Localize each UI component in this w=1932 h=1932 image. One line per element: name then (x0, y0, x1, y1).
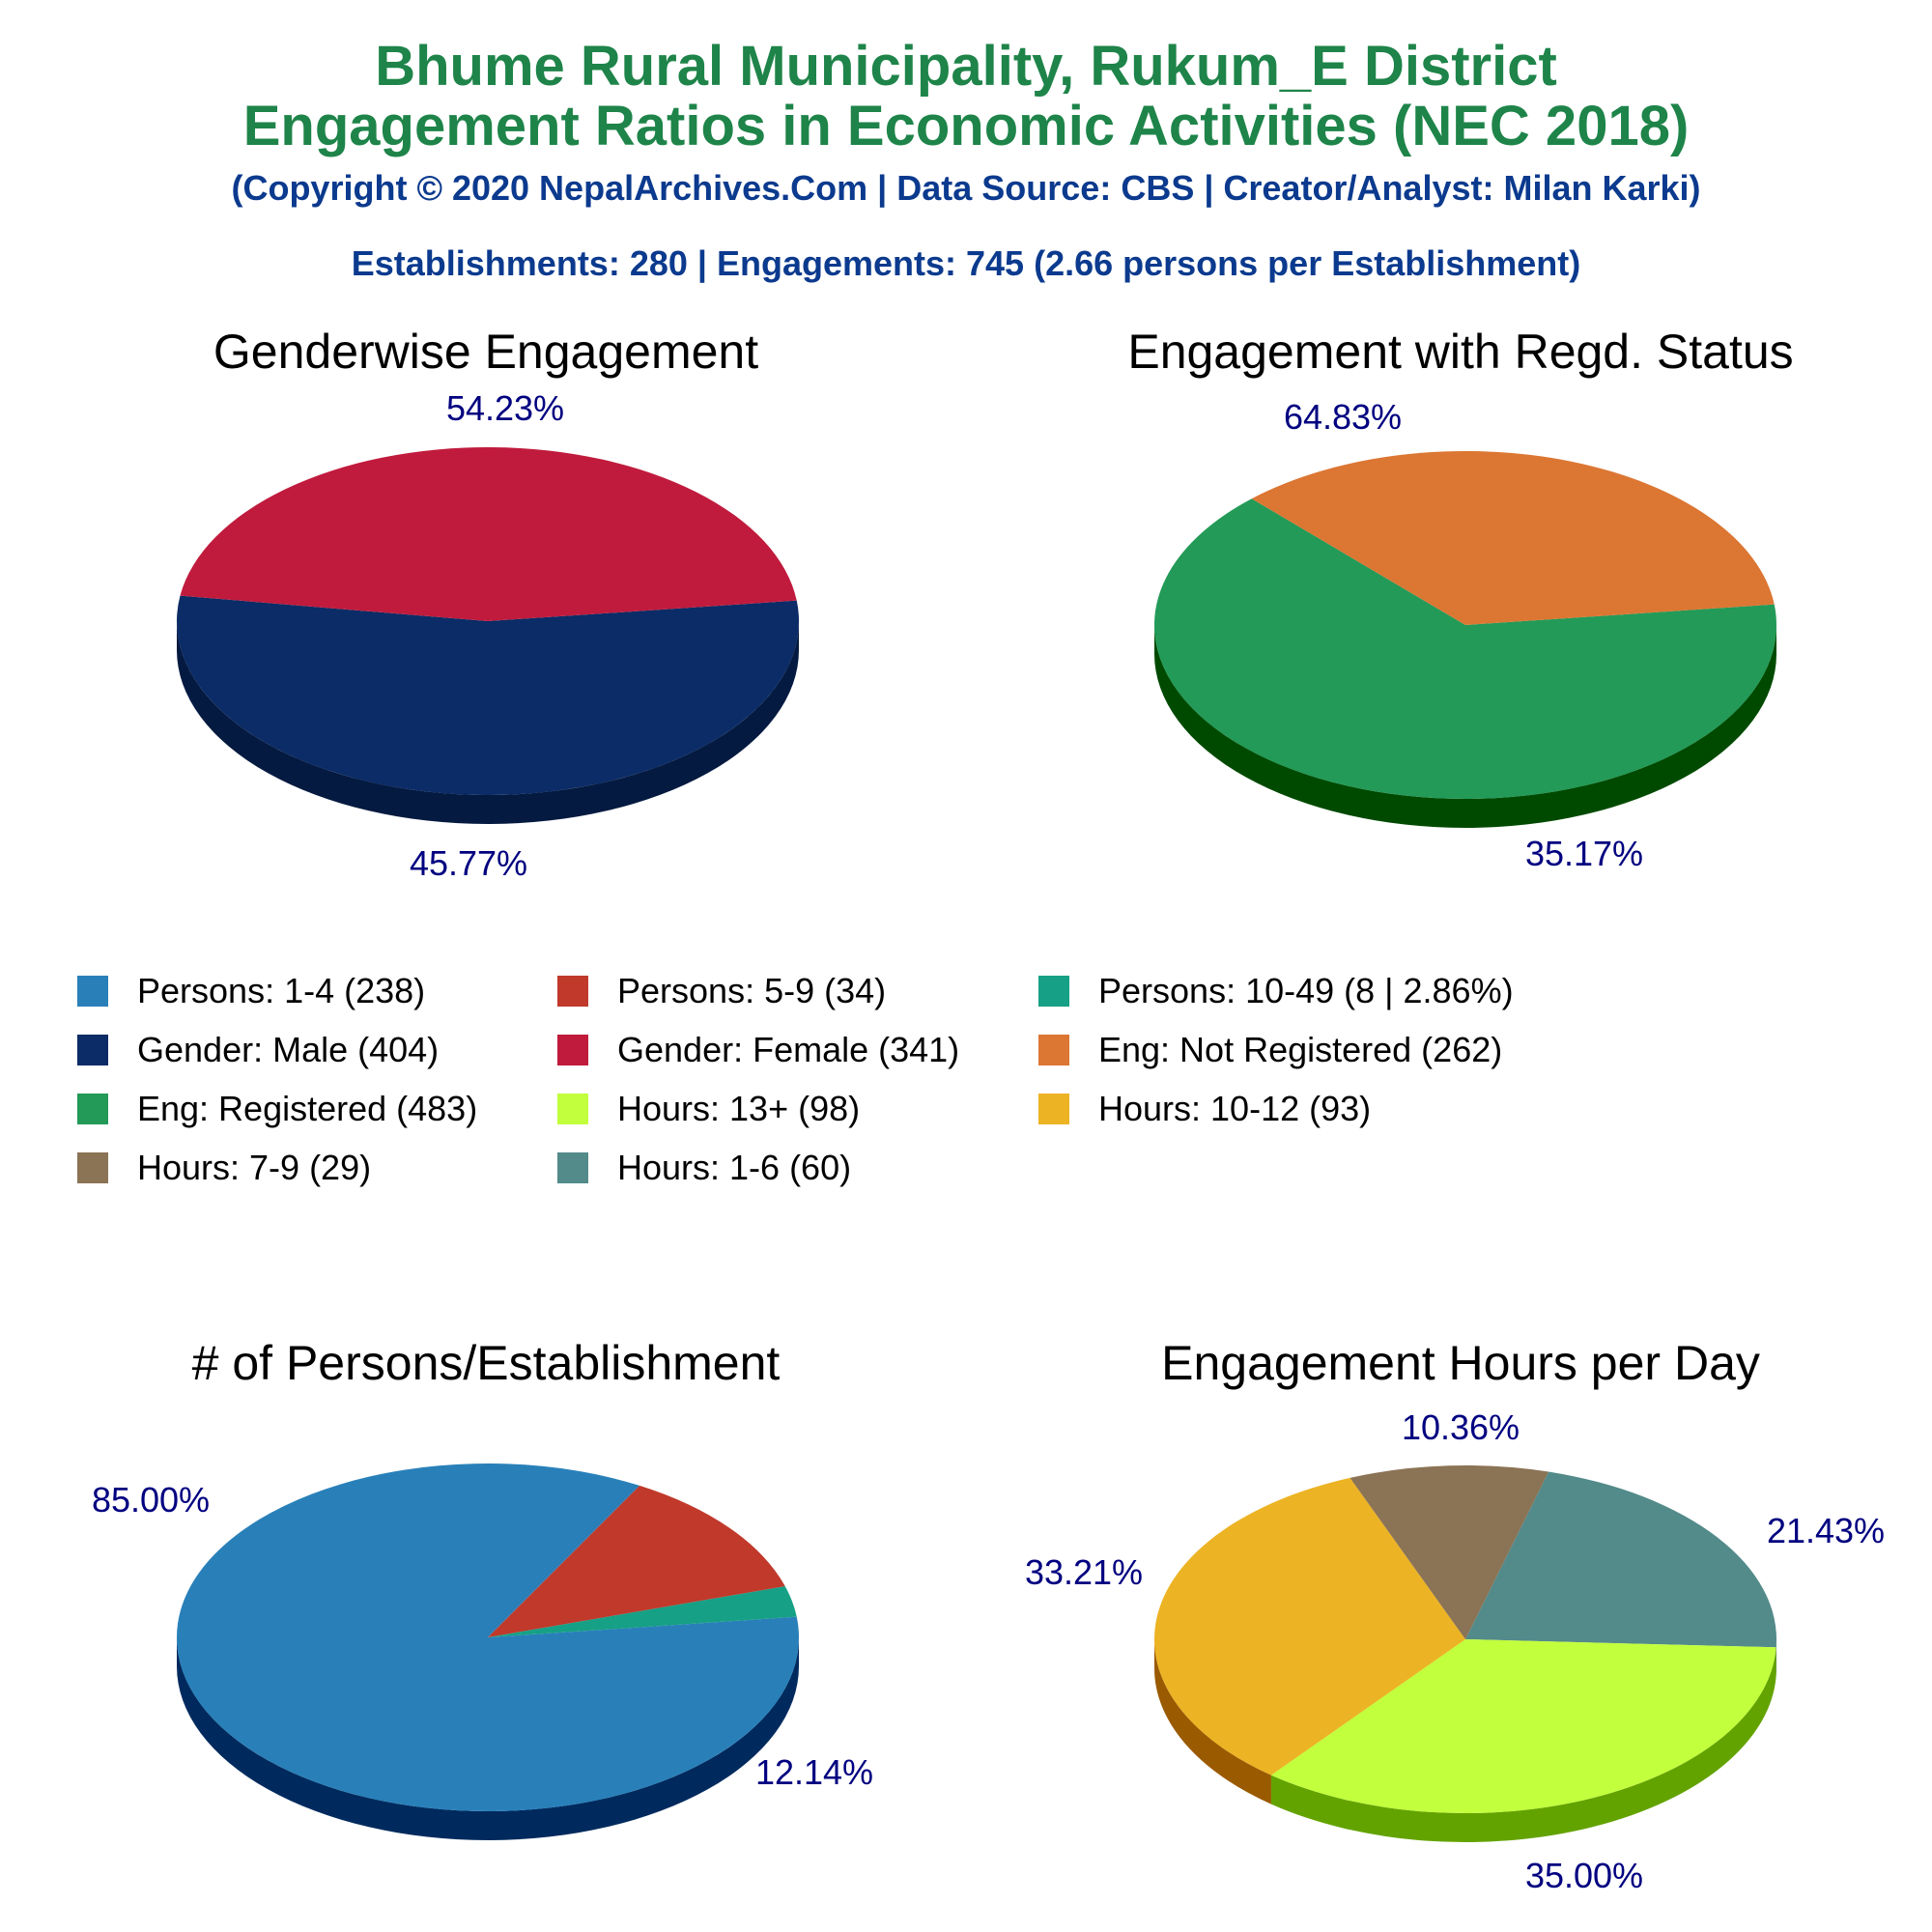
legend-label: Persons: 1-4 (238) (137, 971, 426, 1010)
pie-slice (180, 447, 796, 621)
copyright-line: (Copyright © 2020 NepalArchives.Com | Data Source: CBS | Creator/Analyst: Milan Karki) (231, 168, 1701, 208)
legend-label: Eng: Registered (483) (137, 1089, 478, 1128)
legend-label: Hours: 13+ (98) (617, 1089, 861, 1128)
slice-percent-label: 45.77% (409, 843, 528, 883)
legend-label: Persons: 10-49 (8 | 2.86%) (1098, 971, 1514, 1010)
legend-label: Gender: Male (404) (137, 1030, 440, 1069)
slice-percent-label: 54.23% (445, 388, 565, 428)
pie-chart-2 (1127, 325, 1793, 873)
slice-percent-label: 10.36% (1401, 1407, 1520, 1447)
pie-chart-3 (92, 1336, 873, 1840)
legend-label: Hours: 7-9 (29) (137, 1148, 372, 1187)
chart-title: # of Persons/Establishment (191, 1336, 781, 1390)
legend-label: Hours: 1-6 (60) (617, 1148, 852, 1187)
slice-percent-label: 85.00% (91, 1480, 211, 1520)
summary-line: Establishments: 280 | Engagements: 745 (2.66 persons per Establishment) (351, 243, 1581, 283)
title-line-1: Bhume Rural Municipality, Rukum_E District (375, 35, 1557, 98)
legend-label: Eng: Not Registered (262) (1098, 1030, 1503, 1069)
slice-percent-label: 12.14% (754, 1752, 874, 1792)
legend-label: Hours: 10-12 (93) (1098, 1089, 1372, 1128)
slice-percent-label: 64.83% (1283, 397, 1403, 437)
legend-label: Persons: 5-9 (34) (617, 971, 887, 1010)
chart-title: Engagement with Regd. Status (1127, 325, 1794, 379)
pie-chart-4 (1025, 1336, 1885, 1895)
slice-percent-label: 21.43% (1766, 1511, 1886, 1550)
legend-label: Gender: Female (341) (617, 1030, 960, 1069)
chart-title: Engagement Hours per Day (1161, 1336, 1760, 1390)
slice-percent-label: 33.21% (1024, 1552, 1144, 1592)
title-line-2: Engagement Ratios in Economic Activities (NEC 2018) (242, 95, 1690, 157)
slice-percent-label: 35.17% (1524, 834, 1644, 873)
pie-chart-1 (177, 325, 799, 883)
chart-title: Genderwise Engagement (213, 325, 759, 379)
slice-percent-label: 35.00% (1524, 1856, 1644, 1895)
